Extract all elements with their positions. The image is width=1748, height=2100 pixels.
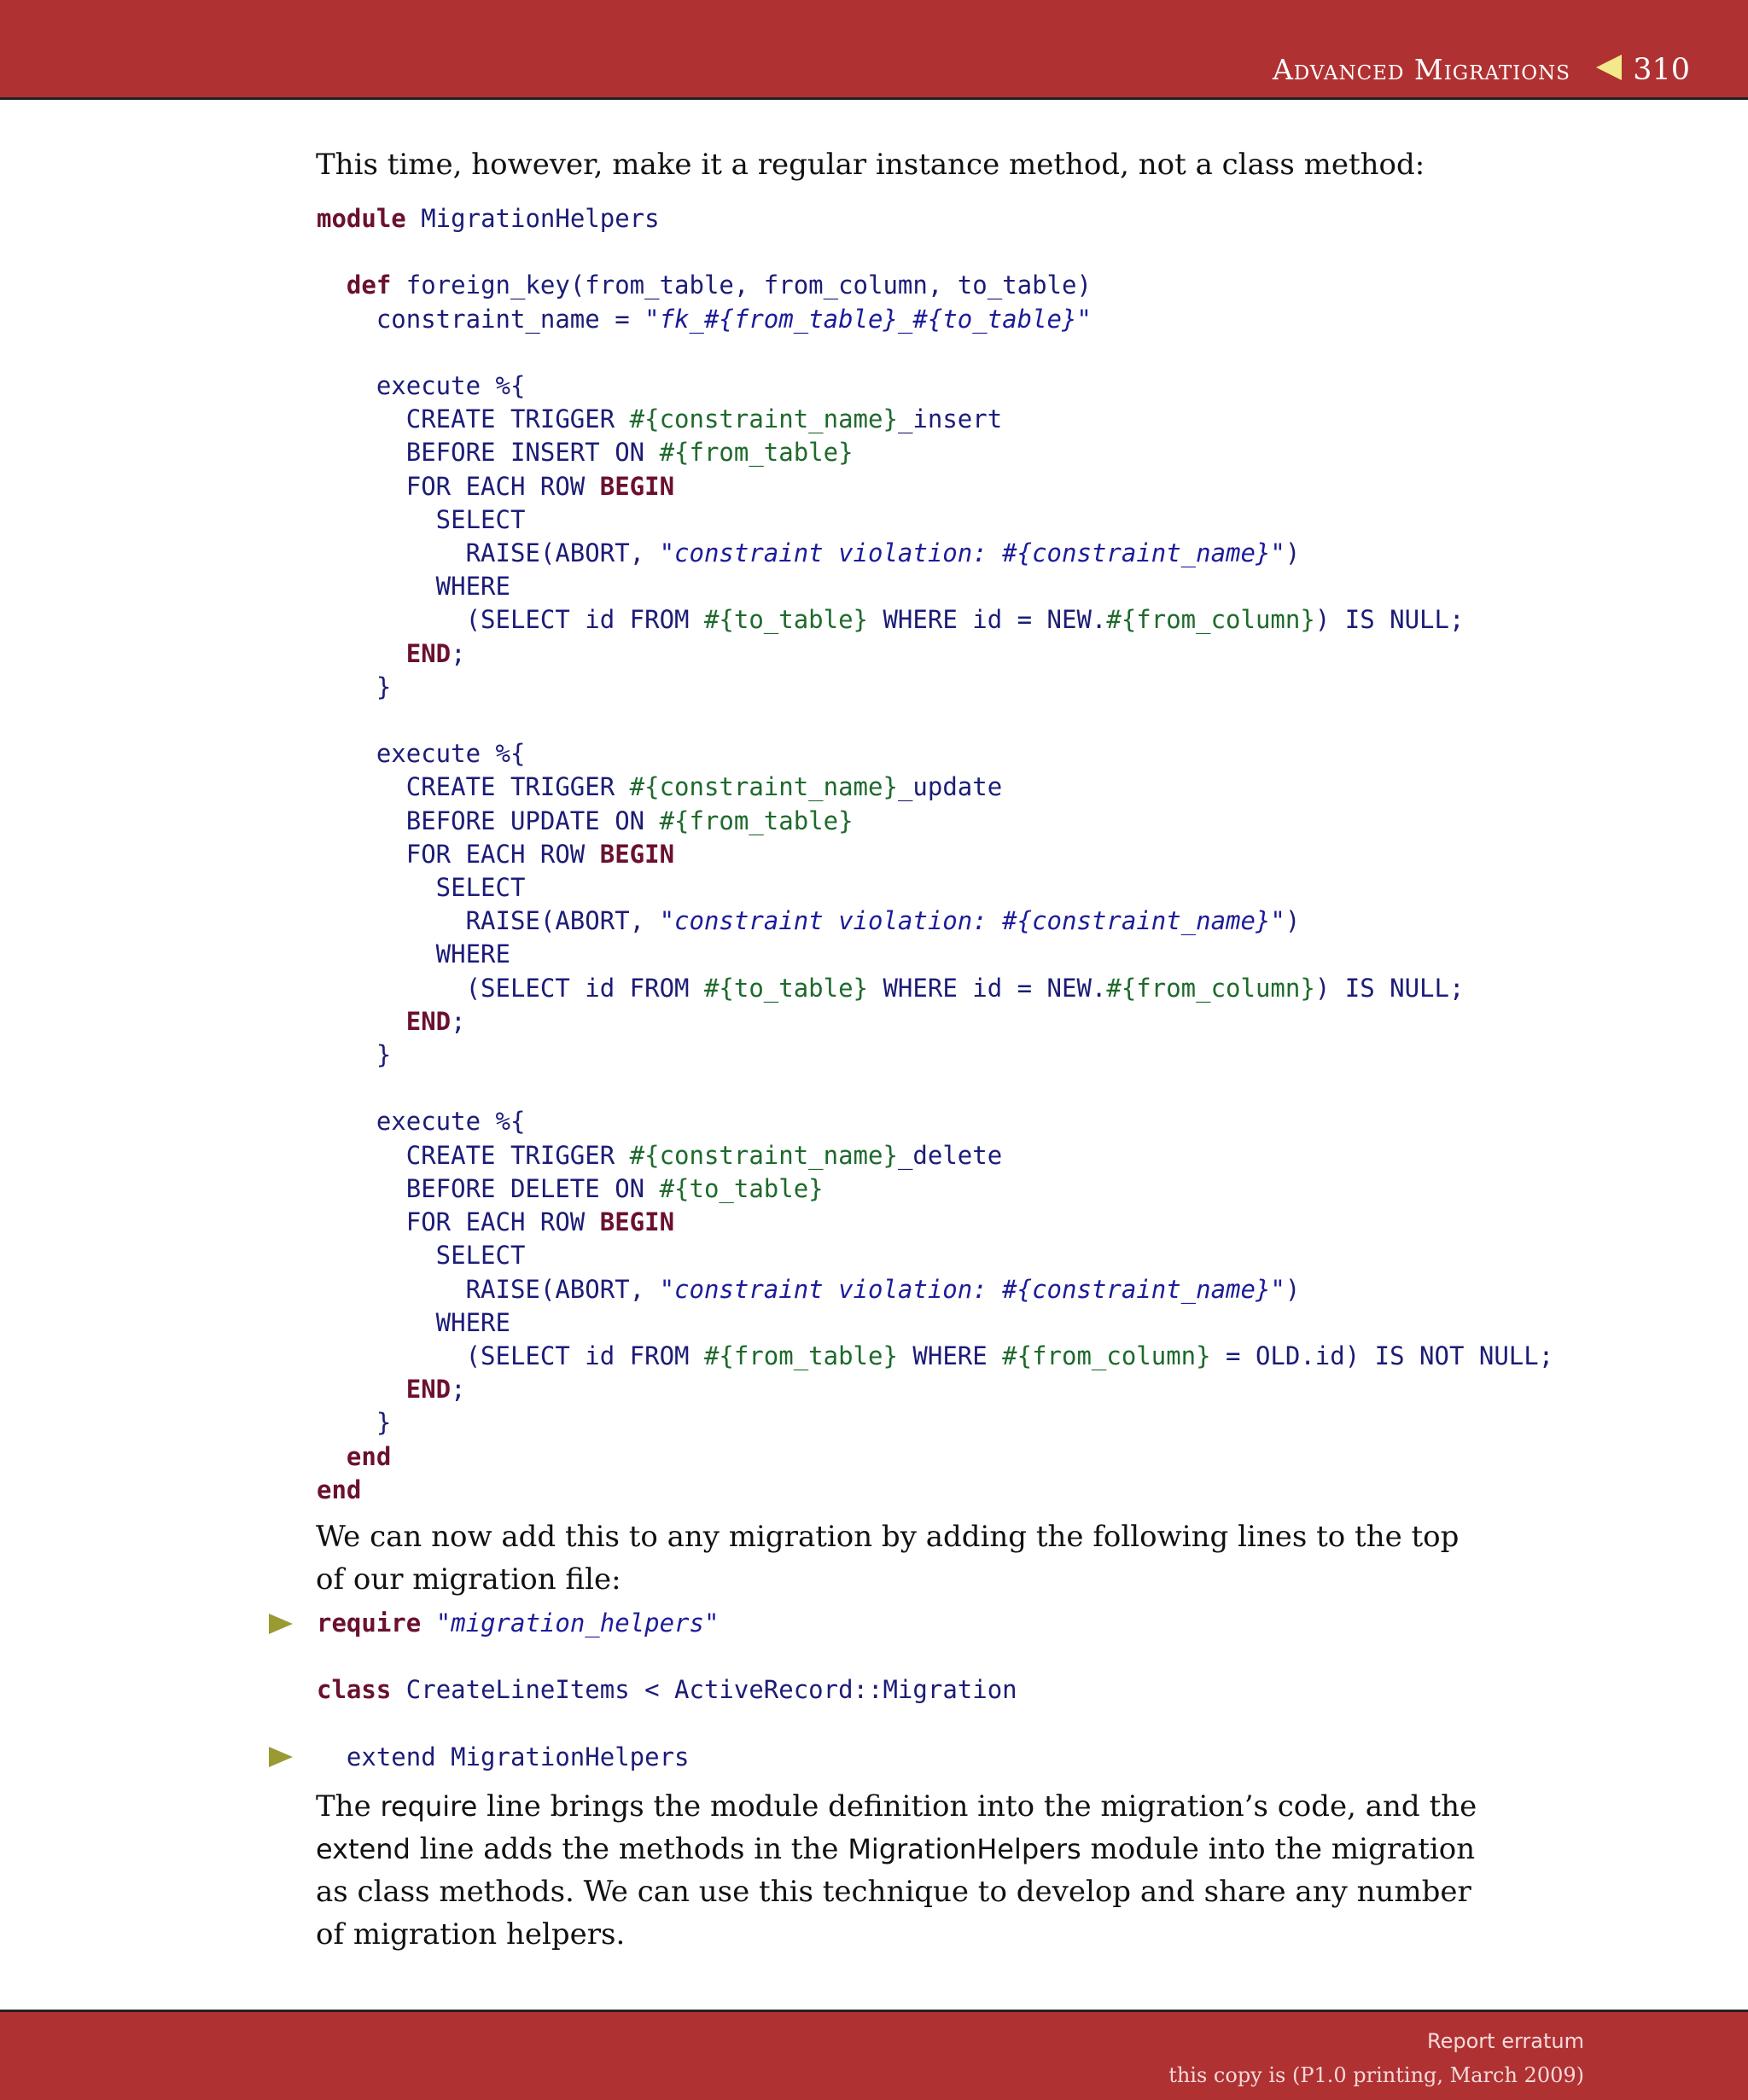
code-line: RAISE(ABORT, "constraint violation: #{constraint_name}")	[317, 538, 1301, 568]
code-line: end	[346, 1441, 392, 1471]
code-line: (SELECT id FROM #{to_table} WHERE id = NEW.#{from_column}) IS NULL;	[317, 605, 1465, 635]
code-block-foreign-key	[317, 202, 1553, 1507]
code-line: class CreateLineItems < ActiveRecord::Migration	[317, 1675, 1017, 1705]
code-line: CREATE TRIGGER #{constraint_name}_delete	[317, 1140, 1003, 1170]
code-line: extend MigrationHelpers	[317, 1742, 690, 1771]
code-line: BEFORE UPDATE ON #{from_table}	[317, 806, 854, 835]
code-line: BEFORE DELETE ON #{to_table}	[317, 1173, 824, 1203]
chapter-title: Advanced Migrations	[1272, 53, 1570, 86]
middle-paragraph: We can now add this to any migration by adding the following lines to the top of our migration file:	[316, 1520, 1460, 1597]
code-line: RAISE(ABORT, "constraint violation: #{constraint_name}")	[317, 1274, 1301, 1304]
intro-paragraph: This time, however, make it a regular instance method, not a class method:	[316, 148, 1425, 182]
copy-info: this copy is (P1.0 printing, March 2009)	[1168, 2063, 1584, 2087]
code-line: END;	[405, 1375, 466, 1405]
code-line: WHERE	[317, 939, 510, 969]
code-line: constraint_name = "fk_#{from_table}_#{to_table}"	[317, 304, 1092, 334]
code-line: BEFORE INSERT ON #{from_table}	[317, 438, 854, 468]
code-line: SELECT	[317, 504, 526, 534]
code-line: CREATE TRIGGER #{constraint_name}_update	[317, 772, 1003, 802]
code-line: }	[317, 1040, 392, 1070]
code-line: CREATE TRIGGER #{constraint_name}_insert	[317, 404, 1003, 434]
code-line: RAISE(ABORT, "constraint violation: #{constraint_name}")	[317, 906, 1301, 936]
closing-paragraph: The require line brings the module definition into the migration’s code, and the extend line adds the methods in the MigrationHelpers module into the migration as class methods. We can use this technique to develop and share any number of migration helpers.	[316, 1789, 1477, 1952]
code-line: execute %{	[317, 371, 526, 401]
page-footer	[0, 2010, 1748, 2100]
code-line: SELECT	[317, 873, 526, 903]
inline-code-require: require	[380, 1790, 478, 1823]
page-header	[0, 0, 1748, 100]
code-line: execute %{	[317, 1107, 526, 1137]
report-erratum-link[interactable]: Report erratum	[1427, 2029, 1584, 2053]
back-arrow-icon[interactable]	[1596, 55, 1622, 80]
code-line: END;	[405, 1006, 466, 1036]
code-line: (SELECT id FROM #{from_table} WHERE #{from_column} = OLD.id) IS NOT NULL;	[317, 1341, 1554, 1370]
code-line: FOR EACH ROW BEGIN	[317, 471, 675, 501]
code-line: module MigrationHelpers	[317, 204, 660, 233]
page-number: 310	[1633, 53, 1690, 87]
code-line: }	[317, 672, 392, 701]
code-line: SELECT	[317, 1241, 526, 1271]
code-line: (SELECT id FROM #{to_table} WHERE id = NEW.#{from_column}) IS NULL;	[317, 973, 1465, 1003]
code-line: WHERE	[317, 572, 510, 602]
code-line: end	[317, 1475, 362, 1504]
code-block-require	[317, 1607, 1017, 1774]
added-line-marker-icon	[269, 1747, 293, 1767]
code-line: execute %{	[317, 739, 526, 769]
code-line: FOR EACH ROW BEGIN	[317, 1207, 675, 1237]
added-line-marker-icon	[269, 1614, 293, 1634]
code-line: END;	[405, 638, 466, 668]
code-line: def foreign_key(from_table, from_column, to_table)	[346, 270, 1092, 300]
inline-code-extend: extend	[316, 1833, 411, 1865]
code-line: require "migration_helpers"	[317, 1608, 720, 1638]
code-line: }	[317, 1408, 392, 1438]
inline-code-migration-helpers: MigrationHelpers	[848, 1833, 1081, 1865]
code-line: WHERE	[317, 1307, 510, 1337]
code-line: FOR EACH ROW BEGIN	[317, 839, 675, 869]
